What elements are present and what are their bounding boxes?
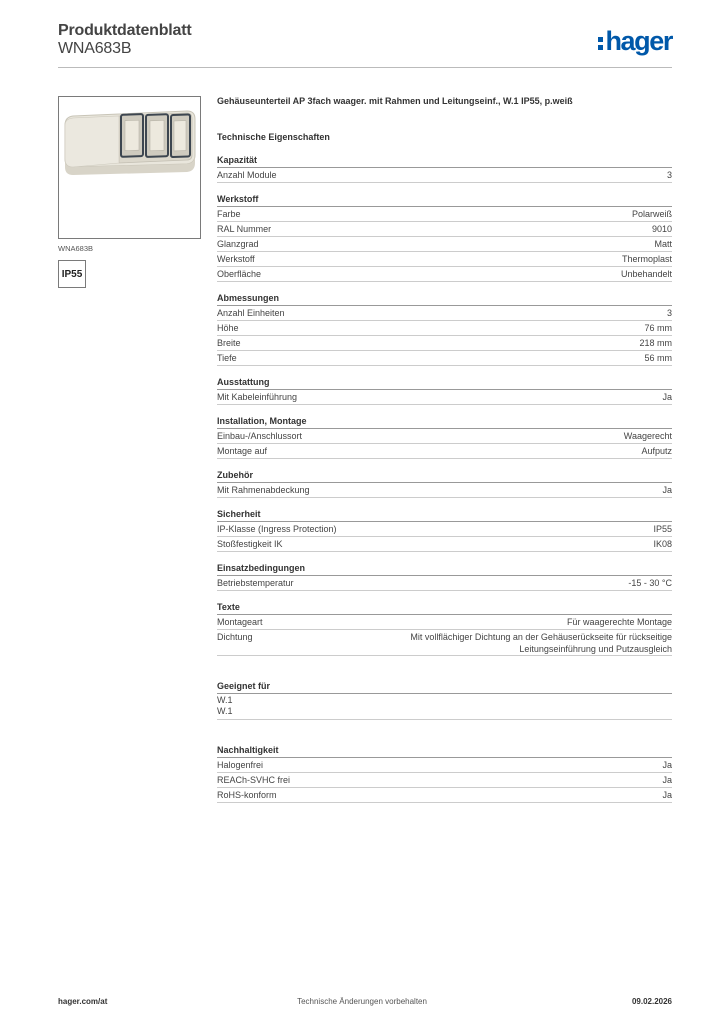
product-image <box>59 97 200 238</box>
spec-label: Tiefe <box>217 353 237 363</box>
spec-row <box>217 336 672 351</box>
section-title: Werkstoff <box>217 194 259 204</box>
ip-rating-badge: IP55 <box>58 260 86 288</box>
spec-value: 76 mm <box>644 323 672 333</box>
spec-section <box>217 415 672 459</box>
sustainability-section <box>217 744 672 803</box>
spec-value: Ja <box>662 790 672 800</box>
spec-value: Ja <box>662 392 672 402</box>
spec-value: 3 <box>666 170 672 180</box>
spec-label: Stoßfestigkeit IK <box>217 539 283 549</box>
spec-label: RoHS-konform <box>217 790 277 800</box>
technical-properties-heading: Technische Eigenschaften <box>217 132 330 142</box>
spec-section <box>217 469 672 498</box>
spec-sections <box>217 154 672 656</box>
spec-value: 56 mm <box>644 353 672 363</box>
spec-value: 9010 <box>651 224 672 234</box>
spec-value: 218 mm <box>639 338 672 348</box>
section-title: Installation, Montage <box>217 416 307 426</box>
spec-value: IK08 <box>653 539 672 549</box>
spec-label: Montage auf <box>217 446 268 456</box>
footer-notice: Technische Änderungen vorbehalten <box>297 997 427 1006</box>
spec-label: RAL Nummer <box>217 224 272 234</box>
spec-row <box>217 267 672 282</box>
spec-section <box>217 601 672 656</box>
section-title: Ausstattung <box>217 377 270 387</box>
spec-value: 3 <box>666 308 672 318</box>
section-title: Sicherheit <box>217 509 261 519</box>
spec-row <box>217 537 672 552</box>
spec-label: Oberfläche <box>217 269 262 279</box>
image-caption: WNA683B <box>58 244 94 253</box>
spec-value: Waagerecht <box>623 431 672 441</box>
section-title: Texte <box>217 602 240 612</box>
spec-label: REACh-SVHC frei <box>217 775 291 785</box>
spec-row <box>217 351 672 366</box>
spec-label: Glanzgrad <box>217 239 259 249</box>
spec-value: Ja <box>662 760 672 770</box>
spec-row <box>217 758 672 773</box>
spec-value: -15 - 30 °C <box>628 578 672 588</box>
spec-row <box>217 237 672 252</box>
spec-row <box>217 306 672 321</box>
spec-section <box>217 292 672 366</box>
spec-row <box>217 321 672 336</box>
spec-label: Einbau-/Anschlussort <box>217 431 303 441</box>
spec-value: Thermoplast <box>621 254 672 264</box>
footer-website[interactable]: hager.com/at <box>58 997 108 1006</box>
section-title: Nachhaltigkeit <box>217 745 279 755</box>
spec-row <box>217 615 672 630</box>
spec-label: Breite <box>217 338 241 348</box>
spec-section <box>217 508 672 552</box>
spec-row <box>217 630 672 656</box>
logo-wordmark: hager <box>605 25 672 56</box>
page-header <box>58 22 672 68</box>
spec-row <box>217 429 672 444</box>
suitable-item: W.1 <box>217 705 672 720</box>
spec-row <box>217 222 672 237</box>
spec-section <box>217 376 672 405</box>
spec-row <box>217 252 672 267</box>
spec-value: Mit vollflächiger Dichtung an der Gehäuserückseite für rückseitige Leitungseinführung und Putzausgleich <box>410 632 672 654</box>
hager-logo <box>582 24 672 58</box>
spec-label: Höhe <box>217 323 239 333</box>
suitable-section <box>217 680 672 720</box>
article-number: WNA683B <box>58 40 132 57</box>
spec-row <box>217 576 672 591</box>
spec-value: Polarweiß <box>631 209 672 219</box>
header-divider <box>58 67 672 68</box>
spec-label: Anzahl Module <box>217 170 277 180</box>
spec-row <box>217 207 672 222</box>
product-image-frame <box>58 96 201 239</box>
spec-label: Betriebstemperatur <box>217 578 294 588</box>
spec-label: IP-Klasse (Ingress Protection) <box>217 524 337 534</box>
document-title: Produktdatenblatt <box>58 22 192 39</box>
spec-section <box>217 562 672 591</box>
spec-label: Werkstoff <box>217 254 255 264</box>
section-title: Zubehör <box>217 470 253 480</box>
spec-row <box>217 522 672 537</box>
section-title: Abmessungen <box>217 293 280 303</box>
spec-row <box>217 788 672 803</box>
product-description: Gehäuseunterteil AP 3fach waager. mit Rahmen und Leitungseinf., W.1 IP55, p.weiß <box>217 96 573 106</box>
spec-label: Dichtung <box>217 632 253 642</box>
spec-label: Montageart <box>217 617 263 627</box>
spec-value: Unbehandelt <box>620 269 672 279</box>
spec-row <box>217 444 672 459</box>
spec-row <box>217 168 672 183</box>
spec-row <box>217 483 672 498</box>
spec-label: Anzahl Einheiten <box>217 308 285 318</box>
spec-value: Aufputz <box>641 446 672 456</box>
suitable-item: W.1 <box>217 695 233 705</box>
spec-section <box>217 154 672 183</box>
spec-label: Mit Kabeleinführung <box>217 392 298 402</box>
logo-dots-icon <box>598 31 603 51</box>
spec-section <box>217 193 672 282</box>
spec-value: Ja <box>662 485 672 495</box>
specification-column <box>217 94 672 803</box>
spec-label: Farbe <box>217 209 241 219</box>
spec-value: Ja <box>662 775 672 785</box>
section-title: Geeignet für <box>217 681 271 691</box>
footer-date: 09.02.2026 <box>631 997 672 1006</box>
spec-value: Für waagerechte Montage <box>566 617 672 627</box>
section-title: Einsatzbedingungen <box>217 563 306 573</box>
section-title: Kapazität <box>217 155 258 165</box>
spec-row <box>217 390 672 405</box>
spec-value: IP55 <box>653 524 672 534</box>
spec-row <box>217 773 672 788</box>
spec-label: Halogenfrei <box>217 760 264 770</box>
spec-value: Matt <box>654 239 672 249</box>
spec-label: Mit Rahmenabdeckung <box>217 485 310 495</box>
